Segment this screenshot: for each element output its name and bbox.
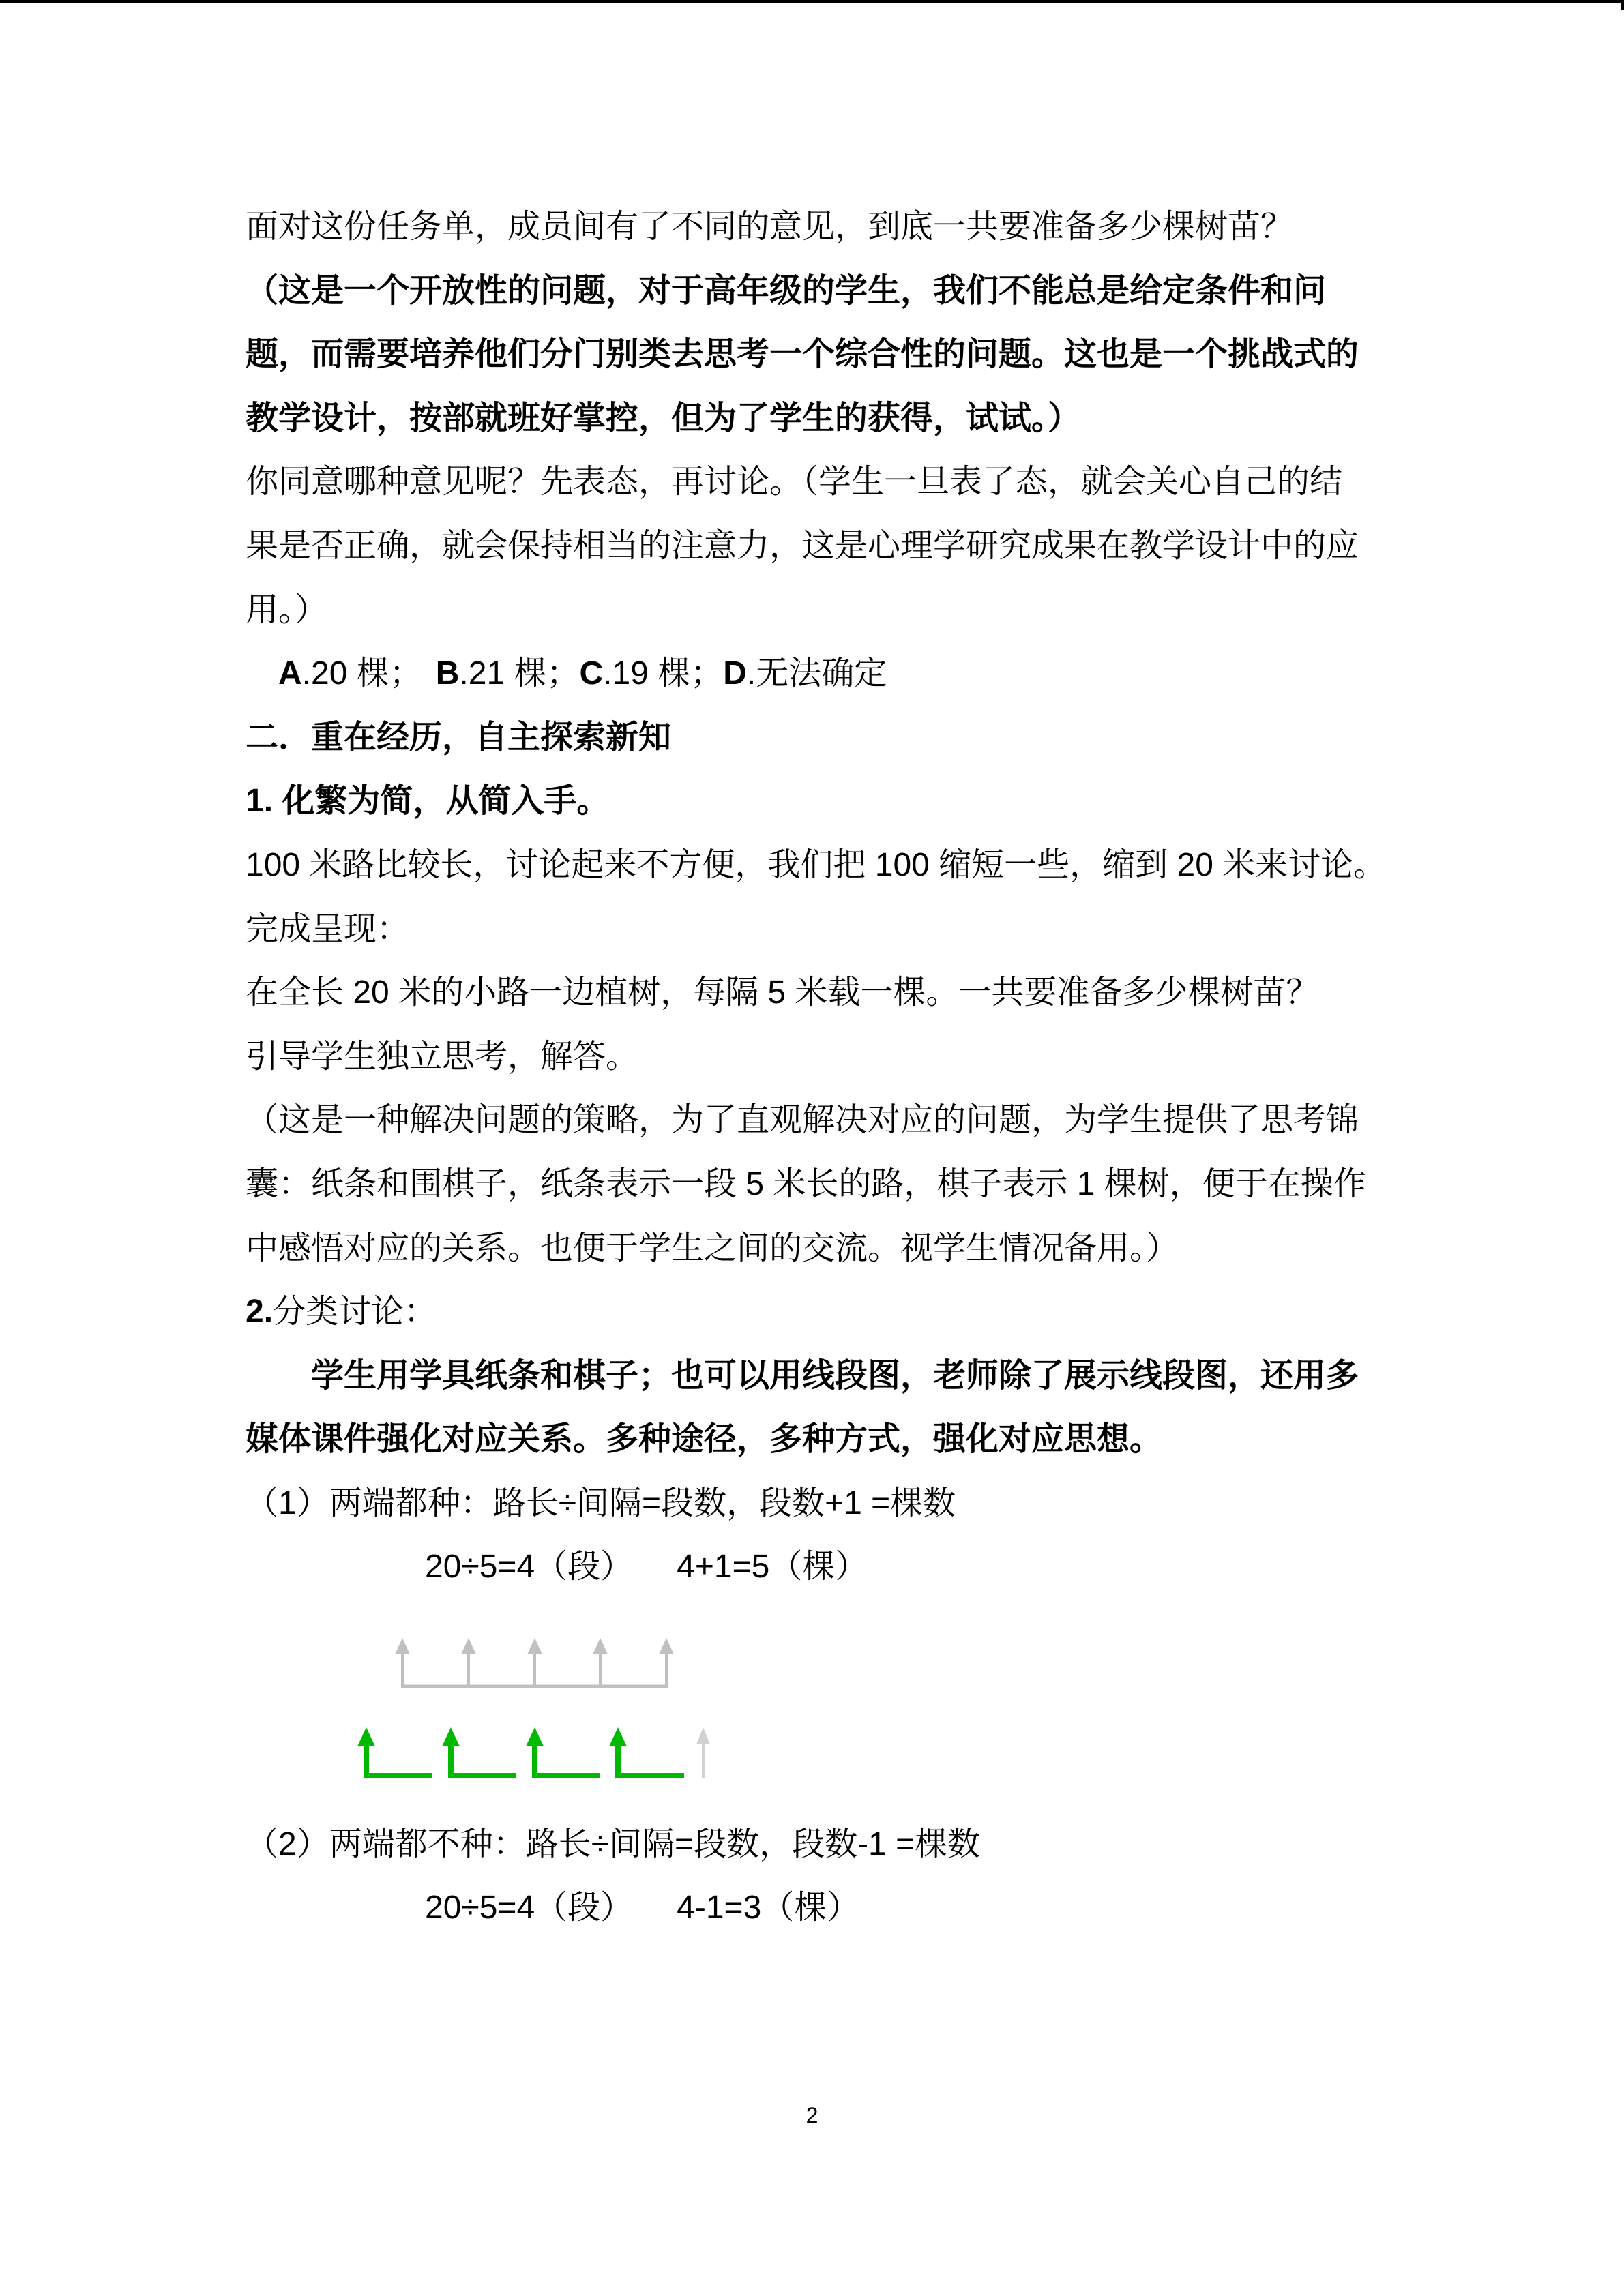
green-arrow-segment	[526, 1727, 600, 1776]
teacher-note-line: （这是一个开放性的问题，对于高年级的学生，我们不能总是给定条件和问	[246, 272, 1327, 309]
green-segment	[535, 1744, 600, 1776]
strategy-note-line: 中感悟对应的关系。也便于学生之间的交流。视学生情况备用。）	[246, 1229, 1179, 1266]
gray-arrow	[395, 1638, 410, 1688]
arrow-head	[357, 1727, 375, 1746]
arrow-head	[659, 1638, 674, 1654]
page-number: 2	[806, 2103, 818, 2128]
gray-arrow-row	[395, 1638, 674, 1688]
step1-heading: 1. 化繁为简，从简入手。	[246, 783, 610, 820]
teacher-note-line: 题，而需要培养他们分门别类去思考一个综合性的问题。这也是一个挑战式的	[246, 336, 1359, 373]
teacher-note-line: 教学设计，按部就班好掌控，但为了学生的获得，试试。）	[246, 400, 1081, 436]
choice-letter: C	[579, 655, 604, 692]
section-heading: 二．重在经历，自主探索新知	[246, 719, 672, 756]
green-arrow-segment	[609, 1727, 684, 1776]
strategy-note-line: （这是一种解决问题的策略，为了直观解决对应的问题，为学生提供了思考锦	[246, 1102, 1359, 1139]
gray-arrow	[527, 1638, 542, 1686]
line-segment-diagram	[341, 1623, 750, 1800]
choice-letter: A	[278, 655, 302, 692]
step2-note-line: 学生用学具纸条和棋子；也可以用线段图，老师除了展示线段图，还用多	[311, 1357, 1359, 1394]
answer-choices	[246, 642, 1446, 706]
arrow-head	[526, 1727, 544, 1746]
choice-text: .19 棵；	[603, 655, 724, 692]
arrow-head	[461, 1638, 476, 1654]
intro-paragraph: 面对这份任务单，成员间有了不同的意见，到底一共要准备多少棵树苗？	[246, 209, 1294, 245]
case1-segments: 20÷5=4（段）	[425, 1549, 634, 1585]
case1-rule: （1）两端都种：路长÷间隔=段数，段数+1 =棵数	[246, 1485, 956, 1521]
choice-text: .21 棵；	[459, 655, 580, 692]
choice-a	[278, 655, 422, 691]
choice-letter: B	[435, 655, 460, 692]
green-arrow-row	[357, 1727, 710, 1778]
choice-c	[580, 655, 724, 691]
scan-border-right	[1621, 0, 1624, 10]
green-segment	[366, 1744, 432, 1776]
choice-letter: D	[723, 655, 747, 692]
tree-planting-diagram	[246, 1599, 1446, 1813]
case1-trees: 4+1=5（棵）	[677, 1549, 868, 1585]
question-line: 果是否正确，就会保持相当的注意力，这是心理学研究成果在教学设计中的应	[246, 527, 1359, 564]
gray-arrow	[659, 1638, 674, 1688]
case1-calculation	[246, 1535, 1446, 1599]
gray-arrow	[461, 1638, 476, 1686]
step2-heading	[246, 1280, 1446, 1344]
choice-d	[723, 655, 887, 691]
arrow-head	[696, 1727, 710, 1744]
green-arrow-segment	[357, 1727, 432, 1776]
step1-present: 完成呈现：	[246, 910, 410, 947]
case2-calculation	[246, 1876, 1446, 1940]
green-arrow-segment	[442, 1727, 516, 1776]
step2-note-line: 媒体课件强化对应关系。多种途径，多种方式，强化对应思想。	[246, 1421, 1163, 1458]
arrow-head	[609, 1727, 627, 1746]
choice-text: .20 棵；	[301, 655, 422, 692]
step2-label: 分类讨论：	[273, 1294, 437, 1330]
case2-segments: 20÷5=4（段）	[425, 1890, 634, 1926]
gray-arrow	[593, 1638, 608, 1686]
arrow-head	[527, 1638, 542, 1654]
question-line: 你同意哪种意见呢？先表态，再讨论。（学生一旦表了态，就会关心自己的结	[246, 464, 1343, 501]
green-segment	[618, 1744, 684, 1776]
step2-number: 2.	[246, 1294, 274, 1330]
question-line: 用。）	[246, 591, 328, 628]
step1-text: 100 米路比较长，讨论起来不方便，我们把 100 缩短一些，缩到 20 米来讨论。	[246, 846, 1387, 883]
green-segment	[451, 1744, 516, 1776]
strategy-note-line: 囊：纸条和围棋子，纸条表示一段 5 米长的路，棋子表示 1 棵树，便于在操作	[246, 1165, 1366, 1202]
step1-problem: 在全长 20 米的小路一边植树，每隔 5 米载一棵。一共要准备多少棵树苗？	[246, 974, 1319, 1011]
arrow-head	[442, 1727, 460, 1746]
case2-trees: 4-1=3（棵）	[677, 1890, 860, 1926]
choice-text: .无法确定	[746, 655, 887, 692]
page-body	[246, 195, 1446, 1940]
choice-b	[436, 655, 580, 691]
arrow-head	[593, 1638, 608, 1654]
scan-border-top	[0, 0, 1624, 3]
arrow-head	[395, 1638, 410, 1654]
case2-rule: （2）两端都不种：路长÷间隔=段数，段数-1 =棵数	[246, 1825, 981, 1862]
step1-guide: 引导学生独立思考，解答。	[246, 1038, 639, 1075]
gray-end-arrow	[696, 1727, 710, 1778]
